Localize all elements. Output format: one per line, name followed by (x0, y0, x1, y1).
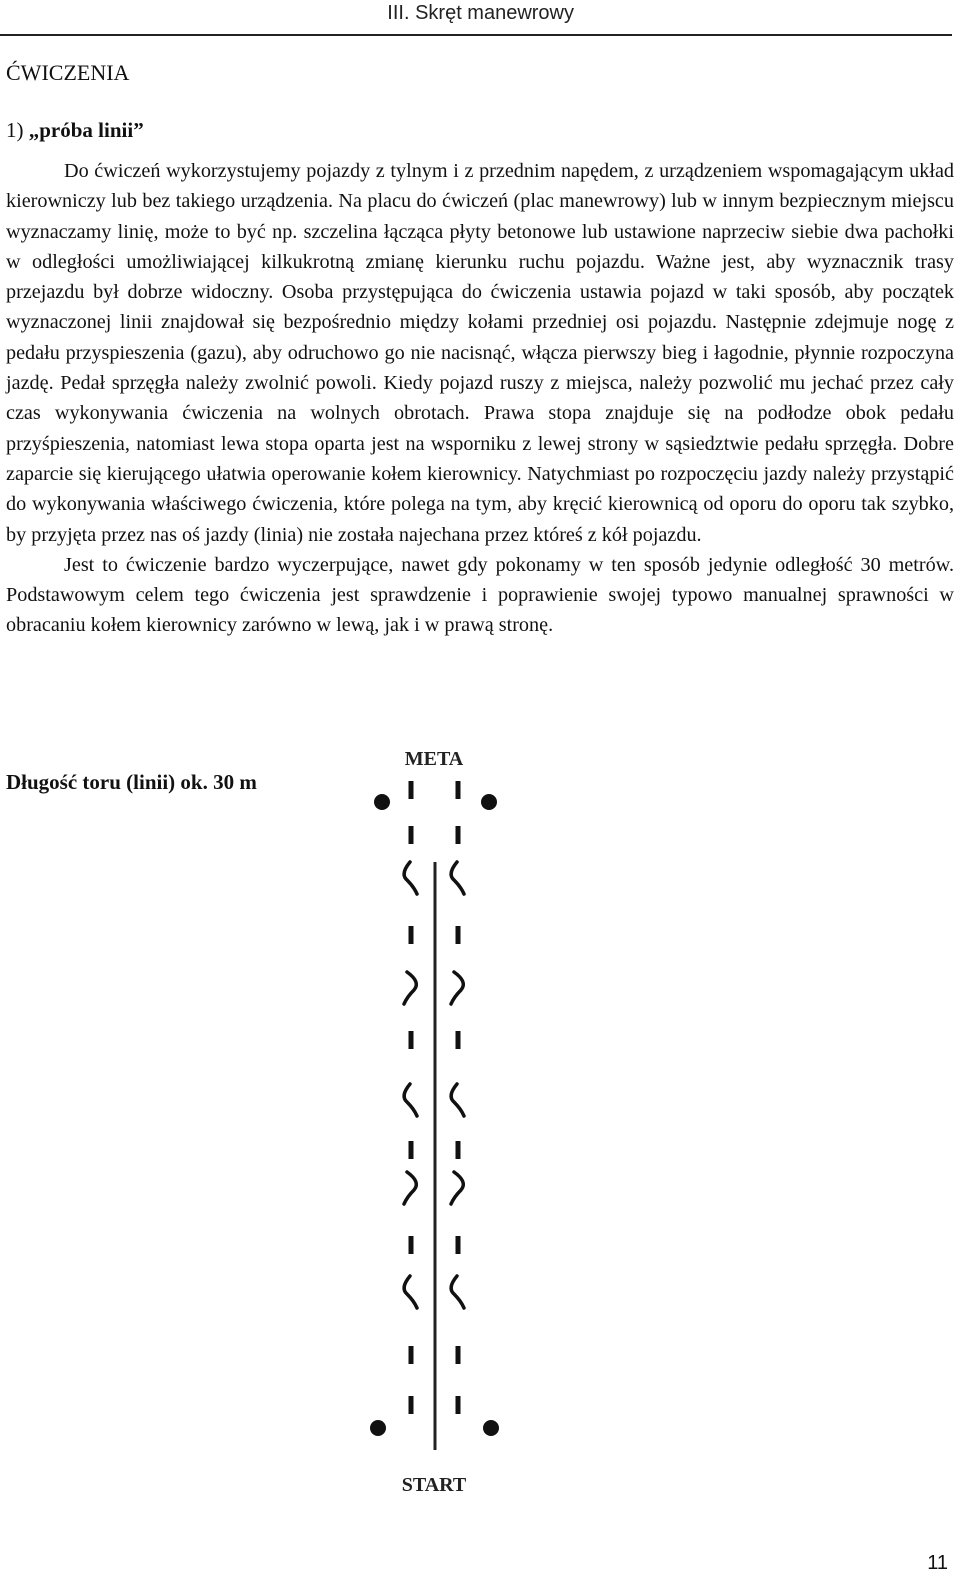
curve-left-marker (404, 1084, 417, 1116)
straight-marker (456, 1396, 461, 1414)
curve-left-marker (451, 862, 464, 894)
straight-marker (409, 1141, 414, 1159)
straight-marker (456, 1236, 461, 1254)
straight-marker (409, 781, 414, 799)
straight-marker (456, 1031, 461, 1049)
straight-marker (409, 1031, 414, 1049)
straight-marker (456, 781, 461, 799)
straight-marker (409, 826, 414, 844)
paragraph: Jest to ćwiczenie bardzo wyczerpujące, nawet gdy pokonamy w ten sposób jedynie odległość 30 metrów. Podstawowym celem tego ćwiczenia jest sprawdzenie i poprawienie swojej typowo manualnej sprawności w obracaniu kołem kierownicy zarówno w lewą, jak i w prawą stronę. (6, 553, 954, 637)
curve-right-marker (404, 1172, 416, 1204)
straight-marker (456, 1346, 461, 1364)
curve-left-marker (451, 1084, 464, 1116)
straight-marker (409, 1396, 414, 1414)
straight-marker (409, 1236, 414, 1254)
cones-top (374, 794, 497, 810)
meta-label: META (404, 748, 464, 770)
straight-marker (409, 926, 414, 944)
curve-right-marker (451, 1172, 463, 1204)
curve-right-marker (404, 972, 416, 1004)
section-title: ĆWICZENIA (6, 60, 130, 85)
paragraph: Do ćwiczeń wykorzystujemy pojazdy z tylnym i z przednim napędem, z urządzeniem wspomagającym układ kierowniczy lub bez takiego urządzenia. Na placu do ćwiczeń (plac manewrowy) lub w innym bezpiecznym miejscu wyznaczamy linię, może to być np. szczelina łącząca płyty betonowe lub ustawione naprzeciw siebie dwa pachołki w odległości umożliwiającej kilkukrotną zmianę kierunku ruchu pojazdu. Ważne jest, aby wyznacznik trasy przejazdu był dobrze widoczny. Osoba przystępująca do ćwiczenia ustawia pojazd w taki sposób, aby początek wyznaczonej linii znajdował się bezpośrednio między kołami przedniej osi pojazdu. Następnie zdejmuje nogę z pedału przyspieszenia (gazu), aby odruchowo go nie nacisnąć, włącza pierwszy bieg i łagodnie, płynnie rozpoczyna jazdę. Pedał sprzęgła należy zwolnić powoli. Kiedy pojazd ruszy z miejsca, należy pozwolić mu jechać przez cały czas wykonywania ćwiczenia na wolnych obrotach. Prawa stopa znajduje się na podłodze obok pedału przyśpieszenia, natomiast lewa stopa oparta jest na wsporniku z lewej strony w sąsiedztwie pedału sprzęgła. Dobre zaparcie się kierującego ułatwia operowanie kołem kierownicy. Natychmiast po rozpoczęciu jazdy należy przystąpić do wykonywania właściwego ćwiczenia, które polega na tym, aby kręcić kierownicą od oporu do oporu tak szybko, by przyjęta przez nas oś jazdy (linia) nie została najechana przez któreś z kół pojazdu. (6, 160, 954, 546)
curve-left-marker (404, 1276, 417, 1308)
straight-marker (456, 1141, 461, 1159)
straight-marker (456, 826, 461, 844)
cone-dot (370, 1420, 386, 1436)
exercise-number: 1) (6, 118, 24, 142)
exercise-title: „próba linii” (28, 118, 144, 142)
cone-dot (481, 794, 497, 810)
cone-dot (483, 1420, 499, 1436)
start-label: START (401, 1474, 467, 1496)
track-length-label: Długość toru (linii) ok. 30 m (6, 770, 257, 794)
curve-left-marker (404, 862, 417, 894)
straight-marker (409, 1346, 414, 1364)
cone-dot (374, 794, 390, 810)
chapter-title: III. Skręt manewrowy (387, 2, 574, 24)
curve-right-marker (451, 972, 463, 1004)
curve-left-marker (451, 1276, 464, 1308)
straight-marker (456, 926, 461, 944)
page-number: 11 (927, 1552, 948, 1574)
